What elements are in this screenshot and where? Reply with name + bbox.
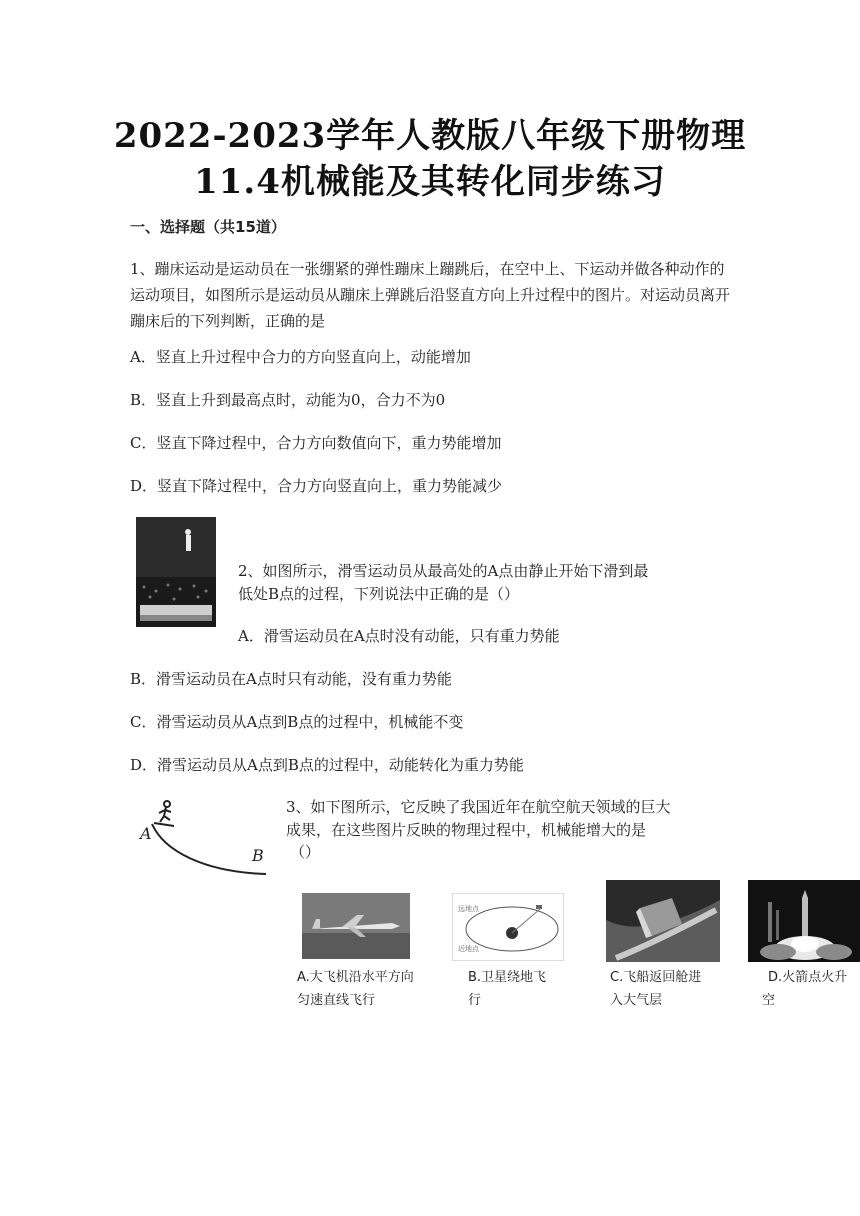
q2-stem-line-2: 低处B点的过程，下列说法中正确的是（） bbox=[238, 585, 520, 603]
point-a-label: A bbox=[140, 824, 152, 843]
satellite-orbit-diagram bbox=[452, 893, 564, 961]
caption-d-line-1: D.火箭点火升 bbox=[768, 970, 848, 985]
q1-option-b: B．竖直上升到最高点时，动能为0，合力不为0 bbox=[130, 391, 446, 409]
q2-option-d: D．滑雪运动员从A点到B点的过程中，动能转化为重力势能 bbox=[130, 756, 524, 774]
q1-option-d: D．竖直下降过程中，合力方向竖直向上，重力势能减少 bbox=[130, 477, 503, 495]
q2-option-c: C．滑雪运动员从A点到B点的过程中，机械能不变 bbox=[130, 713, 464, 731]
capsule-photo bbox=[606, 880, 720, 962]
apogee-label: 远地点 bbox=[458, 905, 479, 913]
q3-stem-line-3: （） bbox=[290, 843, 321, 861]
airplane-photo bbox=[302, 893, 410, 959]
q2-option-a: A．滑雪运动员在A点时没有动能，只有重力势能 bbox=[238, 627, 560, 645]
q2-stem-line-1: 2、如图所示，滑雪运动员从最高处的A点由静止开始下滑到最 bbox=[238, 562, 649, 580]
caption-d-line-2: 空 bbox=[762, 993, 776, 1008]
q1-stem: 1、蹦床运动是运动员在一张绷紧的弹性蹦床上蹦跳后，在空中上、下运动并做各种动作的运动项目，如图所示是运动员从蹦床上弹跳后沿竖直方向上升过程中的图片。对运动员离开蹦床后的下列判断，正确的是 bbox=[130, 260, 731, 330]
caption-c-line-2: 入大气层 bbox=[610, 993, 663, 1008]
q3-stem-line-1: 3、如下图所示，它反映了我国近年在航空航天领域的巨大 bbox=[286, 798, 671, 816]
caption-a-line-1: A.大飞机沿水平方向 bbox=[297, 970, 414, 985]
q1-option-c: C．竖直下降过程中，合力方向数值向下，重力势能增加 bbox=[130, 434, 502, 452]
ski-slope-figure bbox=[134, 796, 274, 880]
caption-b-line-1: B.卫星绕地飞 bbox=[468, 970, 547, 985]
q3-stem-line-2: 成果，在这些图片反映的物理过程中，机械能增大的是 bbox=[286, 821, 647, 839]
title-line-1: 2022-2023学年人教版八年级下册物理 bbox=[113, 116, 747, 156]
point-b-label: B bbox=[252, 846, 264, 865]
rocket-launch-photo bbox=[748, 880, 860, 962]
trampoline-photo bbox=[136, 517, 216, 627]
title-line-2: 11.4机械能及其转化同步练习 bbox=[194, 162, 666, 202]
section-heading: 一、选择题（共15道） bbox=[130, 218, 286, 236]
q1-option-a: A．竖直上升过程中合力的方向竖直向上，动能增加 bbox=[130, 348, 471, 366]
caption-b-line-2: 行 bbox=[468, 993, 482, 1008]
caption-a-line-2: 匀速直线飞行 bbox=[297, 993, 376, 1008]
perigee-label: 近地点 bbox=[458, 945, 479, 953]
q2-option-b: B．滑雪运动员在A点时只有动能，没有重力势能 bbox=[130, 670, 452, 688]
caption-c-line-1: C.飞船返回舱进 bbox=[610, 970, 702, 985]
